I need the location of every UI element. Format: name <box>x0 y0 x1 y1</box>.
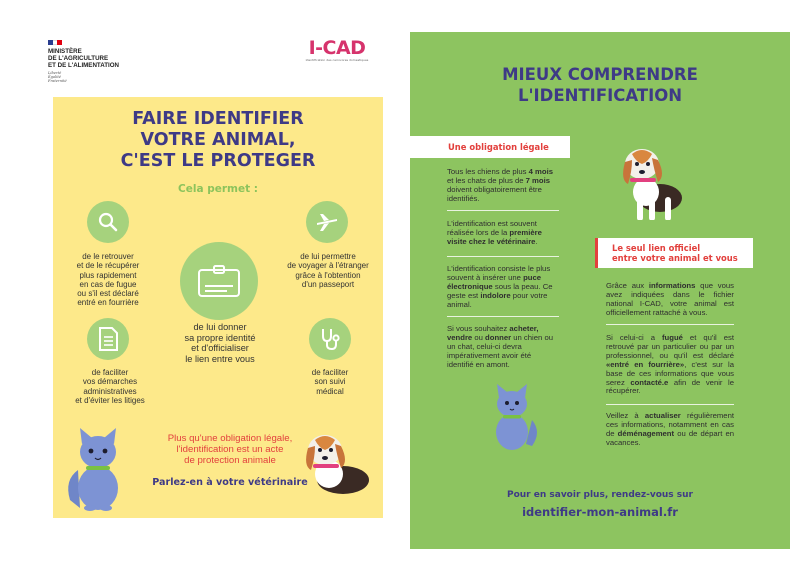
benefit-identite: de lui donner sa propre identité et d'officialiser le lien entre vous <box>184 322 256 364</box>
ministry-name: MINISTÈRE DE L'AGRICULTURE ET DE L'ALIMENTATION <box>48 48 120 69</box>
right-title: MIEUX COMPRENDRE L'IDENTIFICATION <box>502 65 698 105</box>
obligation-para-1: Tous les chiens de plus 4 mois et les chats de plus de 7 mois doivent obligatoirement être identifiés. <box>447 167 553 203</box>
lien-heading-line: Le seul lien officiel <box>612 243 701 253</box>
lien-para-1: Grâce aux informations que vous avez indiquées dans le fichier national I-CAD, votre animal est officiellement rattaché à vous. <box>606 281 734 317</box>
obligation-para-3: L'identification consiste le plus souvent à insérer une puce électronique sous la peau. Ce geste est indolore pour votre animal. <box>447 264 553 309</box>
separator <box>447 316 559 317</box>
dog-illustration <box>616 140 696 220</box>
lien-para-3: Veillez à actualiser régulièrement ces informations, notamment en cas de déménagement ou de départ en vacances. <box>606 411 734 447</box>
website-link[interactable]: identifier-mon-animal.fr <box>522 505 678 519</box>
lien-heading-line: entre votre animal et vous <box>612 253 738 263</box>
obligation-heading-box <box>410 136 570 158</box>
obligation-heading: Une obligation légale <box>448 142 549 152</box>
protection-message: Plus qu'une obligation légale, l'identification est un acte de protection animale <box>167 433 293 466</box>
footer-text: Pour en savoir plus, rendez-vous sur <box>506 490 693 500</box>
separator <box>606 404 734 405</box>
document-icon <box>87 318 129 360</box>
lien-heading-box <box>595 238 753 268</box>
french-flag-icon <box>48 40 62 45</box>
benefit-demarches: de faciliter vos démarches administratives et d'éviter les litiges <box>75 368 145 405</box>
left-title: FAIRE IDENTIFIER VOTRE ANIMAL, C'EST LE PROTEGER <box>120 109 316 171</box>
icad-logo: I-CAD Identification des carnivores domestiques <box>305 37 369 62</box>
separator <box>447 210 559 211</box>
cat-illustration <box>482 380 542 452</box>
id-card-icon <box>180 242 258 320</box>
obligation-para-4: Si vous souhaitez acheter, vendre ou donner un chien ou un chat, celui-ci devra impérativement avoir été identifié en amont. <box>447 324 553 369</box>
left-subtitle: Cela permet : <box>178 183 258 195</box>
ministry-logo <box>48 40 158 84</box>
stethoscope-icon <box>309 318 351 360</box>
magnifier-icon <box>87 201 129 243</box>
plane-icon <box>306 201 348 243</box>
republic-motto: Liberté Égalité Fraternité <box>48 71 67 84</box>
benefit-voyager: de lui permettre de voyager à l'étranger grâce à l'obtention d'un passeport <box>287 252 369 289</box>
lien-para-2: Si celui-ci a fugué et qu'il est retrouvé par un particulier ou par un professionnel, ou qu'il est déclaré «entré en fourrière», c'est sur la base de ces informations que vous serez contacté.e afin de venir le récupérer. <box>606 333 734 396</box>
vet-advice: Parlez-en à votre vétérinaire <box>152 477 308 488</box>
obligation-para-2: L'identification est souvent réalisée lors de la première visite chez le vétérinaire. <box>447 219 542 246</box>
separator <box>447 256 559 257</box>
benefit-retrouver: de le retrouver et de le récupérer plus rapidement en cas de fugue ou s'il est déclaré entré en fourrière <box>76 252 140 308</box>
benefit-medical: de faciliter son suivi médical <box>311 368 349 396</box>
cat-illustration <box>60 420 130 512</box>
separator <box>606 324 734 325</box>
